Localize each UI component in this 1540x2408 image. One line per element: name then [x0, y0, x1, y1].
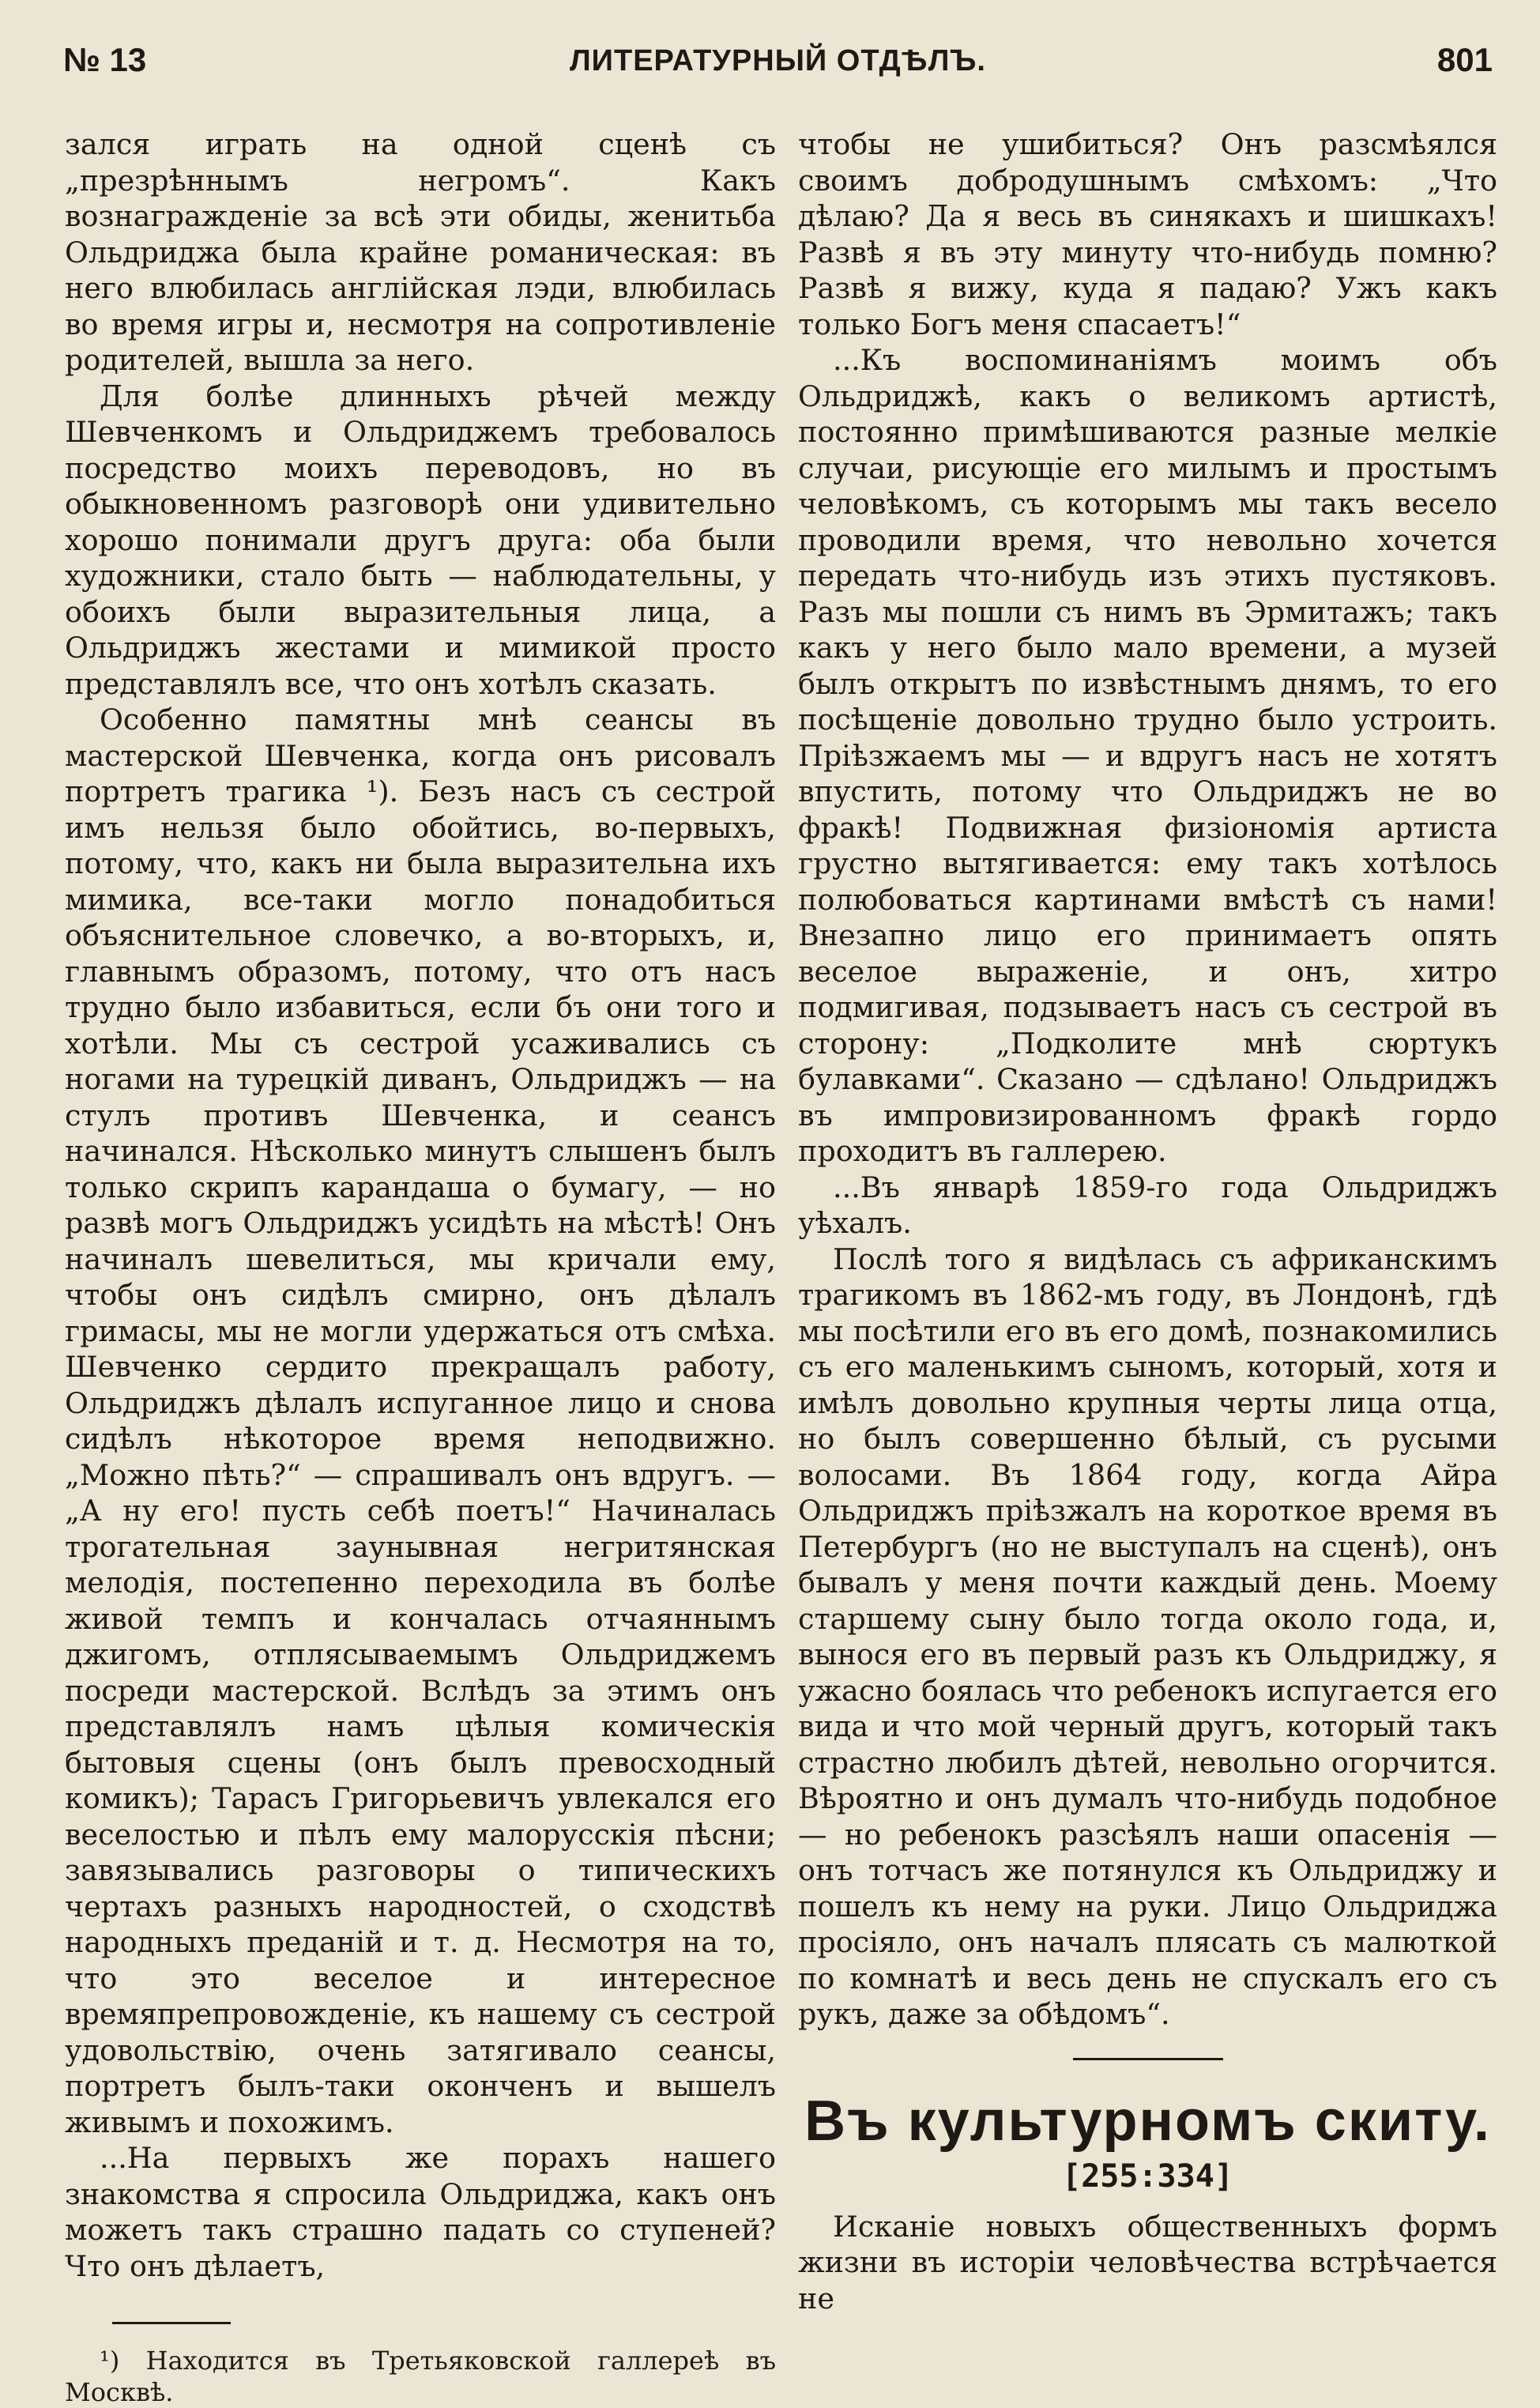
paragraph: ...Къ воспоминаніямъ моимъ объ Ольдриджѣ, какъ о великомъ артистѣ, постоянно примѣшиваются разные мелкіе случаи, рисующіе его милымъ и простымъ человѣкомъ, съ которымъ мы такъ весело проводили время, что невольно хочется передать что-нибудь изъ этихъ пустяковъ. Разъ мы пошли съ нимъ въ Эрмитажъ; такъ какъ у него было мало времени, а музей былъ открытъ по извѣстнымъ днямъ, то его посѣщеніе довольно трудно было устроить. Пріѣзжаемъ мы — и вдругъ насъ не хотятъ впустить, потому что Ольдриджъ не во фракѣ! Подвижная физіономія артиста грустно вытягивается: ему такъ хотѣлось полюбоваться картинами вмѣстѣ съ нами! Внезапно лицо его принимаетъ опять веселое выраженіе, и онъ, хитро подмигивая, подзываетъ насъ съ сестрой въ сторону: „Подколите мнѣ сюртукъ булавками“. Сказано — сдѣлано! Ольдриджъ въ импровизированномъ фракѣ гордо проходитъ въ галлерею.	[798, 343, 1497, 1168]
left-column	[65, 126, 776, 2408]
footnote-divider	[112, 2322, 231, 2324]
paragraph: чтобы не ушибиться? Онъ разсмѣялся своимъ добродушнымъ смѣхомъ: „Что дѣлаю? Да я весь въ синякахъ и шишкахъ! Развѣ я въ эту минуту что-нибудь помню? Развѣ я вижу, куда я падаю? Ужъ какъ только Богъ меня спасаетъ!“	[798, 127, 1497, 341]
page-number: 801	[1436, 41, 1493, 78]
article-reference: [255:334]	[1062, 2157, 1233, 2195]
paragraph: Послѣ того я видѣлась съ африканскимъ трагикомъ въ 1862-мъ году, въ Лондонѣ, гдѣ мы посѣтили его въ его домѣ, познакомились съ его маленькимъ сыномъ, который, хотя и имѣлъ довольно крупныя черты лица отца, но былъ совершенно бѣлый, съ русыми волосами. Въ 1864 году, когда Айра Ольдриджъ пріѣзжалъ на короткое время въ Петербургъ (но не выступалъ на сценѣ), онъ бывалъ у меня почти каждый день. Моему старшему сыну было тогда около года, и, вынося его въ первый разъ къ Ольдриджу, я ужасно боялась что ребенокъ испугается его вида и что мой черный другъ, который такъ страстно любилъ дѣтей, невольно огорчится. Вѣроятно и онъ думалъ что-нибудь подобное — но ребенокъ разсѣялъ наши опасенія — онъ тотчасъ же потянулся къ Ольдриджу и пошелъ къ нему на руки. Лицо Ольдриджа просіяло, онъ началъ плясать съ малюткой по комнатѣ и весь день не спускалъ его съ рукъ, даже за обѣдомъ“.	[798, 1242, 1497, 2031]
issue-number: № 13	[63, 41, 147, 78]
article-title: Въ культурномъ скиту.	[804, 2089, 1491, 2153]
section-header-title: ЛИТЕРАТУРНЫЙ ОТДѢЛЪ.	[570, 44, 986, 77]
footnote: ¹) Находится въ Третьяковской галлереѣ въ Москвѣ.	[65, 2346, 776, 2407]
article-intro: Исканіе новыхъ общественныхъ формъ жизни въ исторіи человѣчества встрѣчается не	[798, 2209, 1497, 2316]
section-divider	[1073, 2058, 1223, 2060]
paragraph: Для болѣе длинныхъ рѣчей между Шевченкомъ и Ольдриджемъ требовалось посредство моихъ переводовъ, но въ обыкновенномъ разговорѣ они удивительно хорошо понимали другъ друга: оба были художники, стало быть — наблюдательны, у обоихъ были выразительныя лица, а Ольдриджъ жестами и мимикой просто представлялъ все, что онъ хотѣлъ сказать.	[65, 379, 776, 701]
paragraph: зался играть на одной сценѣ съ „презрѣннымъ негромъ“. Какъ вознагражденіе за всѣ эти обиды, женитьба Ольдриджа была крайне романическая: въ него влюбилась англійская лэди, влюбилась во время игры и, несмотря на сопротивленіе родителей, вышла за него.	[65, 127, 776, 377]
paragraph: ...Въ январѣ 1859-го года Ольдриджъ уѣхалъ.	[798, 1170, 1497, 1240]
paragraph: Особенно памятны мнѣ сеансы въ мастерской Шевченка, когда онъ рисовалъ портретъ трагика ¹). Безъ насъ съ сестрой имъ нельзя было обойтись, во-первыхъ, потому, что, какъ ни была выразительна ихъ мимика, все-таки могло понадобиться объяснительное словечко, а во-вторыхъ, и, главнымъ образомъ, потому, что отъ насъ трудно было избавиться, если бъ они того и хотѣли. Мы съ сестрой усаживались съ ногами на турецкій диванъ, Ольдриджъ — на стулъ противъ Шевченка, и сеансъ начинался. Нѣсколько минутъ слышенъ былъ только скрипъ карандаша о бумагу, — но развѣ могъ Ольдриджъ усидѣть на мѣстѣ! Онъ начиналъ шевелиться, мы кричали ему, чтобы онъ сидѣлъ смирно, онъ дѣлалъ гримасы, мы не могли удержаться отъ смѣха. Шевченко сердито прекращалъ работу, Ольдриджъ дѣлалъ испуганное лицо и снова сидѣлъ нѣкоторое время неподвижно. „Можно пѣть?“ — спрашивалъ онъ вдругъ. — „А ну его! пусть себѣ поетъ!“ Начиналась трогательная заунывная негритянская мелодія, постепенно переходила въ болѣе живой темпъ и кончалась отчаяннымъ джигомъ, отплясываемымъ Ольдриджемъ посреди мастерской. Вслѣдъ за этимъ онъ представлялъ намъ цѣлыя комическія бытовыя сцены (онъ былъ превосходный комикъ); Тарасъ Григорьевичъ увлекался его веселостью и пѣлъ ему малорусскія пѣсни; завязывались разговоры о типическихъ чертахъ разныхъ народностей, о сходствѣ народныхъ преданій и т. д. Несмотря на то, что это веселое и интересное времяпрепровожденіе, къ нашему съ сестрой удовольствію, очень затягивало сеансы, портретъ былъ-таки оконченъ и вышелъ живымъ и похожимъ.	[65, 703, 776, 2139]
paragraph: ...На первыхъ же порахъ нашего знакомства я спросила Ольдриджа, какъ онъ можетъ такъ страшно падать со ступеней? Что онъ дѣлаетъ,	[65, 2141, 776, 2283]
right-column	[798, 126, 1497, 2316]
running-header	[63, 41, 1493, 89]
